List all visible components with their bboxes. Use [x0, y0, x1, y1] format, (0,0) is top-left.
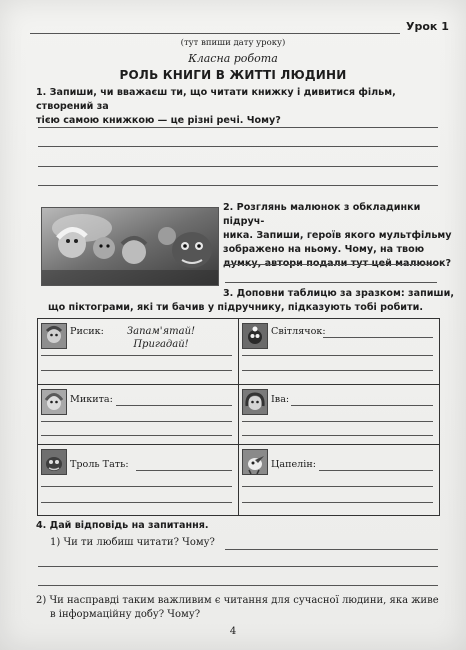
- answer-line[interactable]: [225, 264, 437, 265]
- task-4-title: 4. Дай відповідь на запитання.: [36, 520, 209, 531]
- answer-line[interactable]: [242, 486, 433, 487]
- task-3-line-1: 3. Доповни таблицю за зразком: запиши,: [223, 288, 454, 299]
- answer-line[interactable]: [319, 470, 433, 471]
- svitliachok-pictogram-icon: [242, 323, 268, 349]
- task-2-line-4: думку, автори подали тут цей малюнок?: [223, 258, 452, 269]
- answer-line[interactable]: [41, 421, 232, 422]
- answer-line[interactable]: [38, 566, 438, 567]
- task-2-line-3: зображено на ньому. Чому, на твою: [223, 244, 425, 255]
- question-2-line-1: 2) Чи насправді таким важливим є читання для сучасної людини, яка живе: [36, 595, 439, 606]
- page-title: РОЛЬ КНИГИ В ЖИТТІ ЛЮДИНИ: [119, 68, 347, 82]
- cell-label: Микита:: [70, 394, 113, 406]
- answer-line[interactable]: [225, 549, 438, 550]
- sample-answer-line-2: Пригадай!: [133, 339, 189, 350]
- task-3-line-2: що піктограми, які ти бачив у підручнику, підказують тобі робити.: [48, 302, 423, 313]
- cell-label: Троль Тать:: [70, 458, 129, 470]
- trol-tat-pictogram-icon: [41, 449, 67, 475]
- cartoon-cover-illustration: [41, 207, 219, 286]
- date-line: [30, 33, 400, 34]
- rysyk-pictogram-icon: [41, 323, 67, 349]
- answer-line[interactable]: [291, 405, 433, 406]
- table-cell-mykyta: [38, 385, 239, 444]
- answer-line[interactable]: [41, 486, 232, 487]
- answer-line[interactable]: [242, 435, 433, 436]
- cartoon-heroes-image: [42, 208, 218, 285]
- answer-line[interactable]: [136, 470, 232, 471]
- page-number: 4: [229, 626, 237, 637]
- answer-line[interactable]: [323, 337, 433, 338]
- table-cell-svitliachok: [239, 319, 440, 385]
- task-1-line-2: тією самою книжкою — це різні речі. Чому?: [36, 115, 281, 126]
- answer-line[interactable]: [38, 127, 438, 128]
- cell-label: Цапелін:: [271, 458, 316, 470]
- task-2-text: [223, 201, 453, 271]
- question-1: 1) Чи ти любиш читати? Чому?: [50, 537, 215, 548]
- sample-answer: [116, 325, 206, 351]
- date-hint: (тут впиши дату уроку): [180, 38, 286, 48]
- question-2-line-2: в інформаційну добу? Чому?: [50, 609, 201, 620]
- iva-pictogram-icon: [242, 389, 268, 415]
- tsapelin-pictogram-icon: [242, 449, 268, 475]
- task-1-line-1: 1. Запиши, чи вважаєш ти, що читати книжку і дивитися фільм, створений за: [36, 87, 396, 112]
- question-2: [36, 594, 456, 622]
- answer-line[interactable]: [41, 355, 232, 356]
- class-work-label: Класна робота: [188, 52, 278, 65]
- answer-line[interactable]: [38, 585, 438, 586]
- table-cell-rysyk: [38, 319, 239, 385]
- table-cell-trol-tat: [38, 444, 239, 515]
- mykyta-pictogram-icon: [41, 389, 67, 415]
- table-cell-iva: [239, 385, 440, 444]
- answer-line[interactable]: [225, 282, 437, 283]
- answer-line[interactable]: [242, 502, 433, 503]
- answer-line[interactable]: [242, 355, 433, 356]
- answer-line[interactable]: [38, 146, 438, 147]
- cell-label: Світлячок:: [271, 326, 326, 337]
- pictogram-table: [37, 318, 440, 516]
- table-cell-tsapelin: [239, 444, 440, 515]
- task-1-text: [36, 86, 446, 128]
- answer-line[interactable]: [38, 166, 438, 167]
- answer-line[interactable]: [41, 435, 232, 436]
- answer-line[interactable]: [38, 185, 438, 186]
- answer-line[interactable]: [116, 405, 232, 406]
- answer-line[interactable]: [41, 502, 232, 503]
- task-2-line-2: ника. Запиши, героїв якого мультфільму: [223, 230, 452, 241]
- lesson-label: Урок 1: [406, 20, 449, 33]
- answer-line[interactable]: [41, 370, 232, 371]
- cell-label: Іва:: [271, 394, 290, 406]
- sample-answer-line-1: Запам'ятай!: [126, 326, 196, 337]
- task-2-line-1: 2. Розглянь малюнок з обкладинки підруч-: [223, 202, 421, 227]
- answer-line[interactable]: [242, 421, 433, 422]
- cell-label: Рисик:: [70, 326, 104, 337]
- answer-line[interactable]: [242, 370, 433, 371]
